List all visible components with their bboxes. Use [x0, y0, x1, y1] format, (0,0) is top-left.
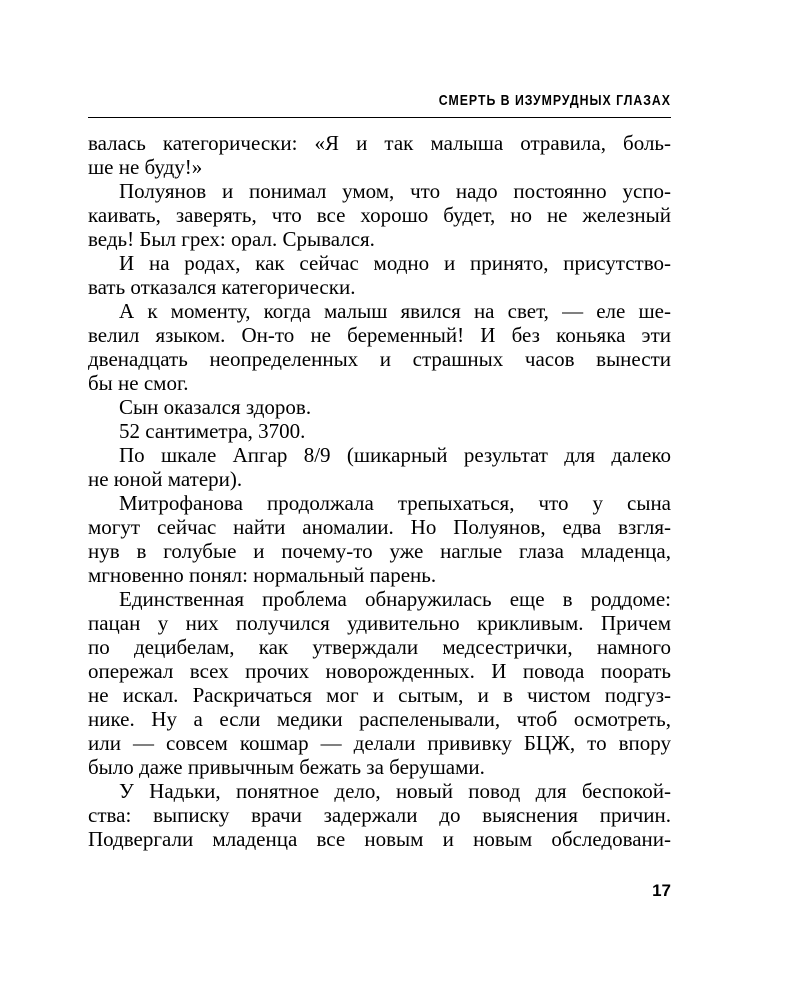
text-line: валась категорически: «Я и так малыша отравила, боль-	[88, 131, 671, 155]
text-line: нув в голубые и почему-то уже наглые глаза младенца,	[88, 539, 671, 563]
text-line: по децибелам, как утверждали медсестрички, намного	[88, 635, 671, 659]
text-line: каивать, заверять, что все хорошо будет, но не железный	[88, 203, 671, 227]
text-line: По шкале Апгар 8/9 (шикарный результат для далеко	[119, 443, 671, 467]
text-line: или — совсем кошмар — делали прививку БЦЖ, то впору	[88, 731, 671, 755]
text-line: могут сейчас найти аномалии. Но Полуянов, едва взгля-	[88, 515, 671, 539]
text-line: было даже привычным бежать за берушами.	[88, 755, 485, 779]
text-line: пацан у них получился удивительно крикливым. Причем	[88, 611, 671, 635]
text-line: ства: выписку врачи задержали до выяснения причин.	[88, 803, 671, 827]
text-line: Подвергали младенца все новым и новым обследовани-	[88, 827, 671, 851]
text-line: ведь! Был грех: орал. Срывался.	[88, 227, 375, 251]
text-line: У Надьки, понятное дело, новый повод для беспокой-	[119, 779, 671, 803]
text-line: Сын оказался здоров.	[119, 395, 312, 419]
text-line: опережал всех прочих новорожденных. И повода поорать	[88, 659, 671, 683]
text-line: 52 сантиметра, 3700.	[119, 419, 306, 443]
text-line: велил языком. Он-то не беременный! И без коньяка эти	[88, 323, 671, 347]
body-text	[88, 131, 671, 851]
text-line: бы не смог.	[88, 371, 189, 395]
running-head: СМЕРТЬ В ИЗУМРУДНЫХ ГЛАЗАХ	[438, 92, 671, 109]
text-line: вать отказался категорически.	[88, 275, 356, 299]
text-line: мгновенно понял: нормальный парень.	[88, 563, 437, 587]
text-line: Полуянов и понимал умом, что надо постоянно успо-	[119, 179, 671, 203]
header-rule	[88, 117, 671, 118]
text-line: И на родах, как сейчас модно и принято, присутство-	[119, 251, 671, 275]
text-line: не искал. Раскричаться мог и сытым, и в чистом подгуз-	[88, 683, 671, 707]
text-line: не юной матери).	[88, 467, 243, 491]
text-line: А к моменту, когда малыш явился на свет, — еле ше-	[119, 299, 671, 323]
page-number: 17	[652, 881, 671, 900]
text-line: ше не буду!»	[88, 155, 203, 179]
text-line: нике. Ну а если медики распеленывали, чтоб осмотреть,	[88, 707, 671, 731]
text-line: Единственная проблема обнаружилась еще в роддоме:	[119, 587, 671, 611]
text-line: двенадцать неопределенных и страшных часов вынести	[88, 347, 671, 371]
text-line: Митрофанова продолжала трепыхаться, что у сына	[119, 491, 671, 515]
